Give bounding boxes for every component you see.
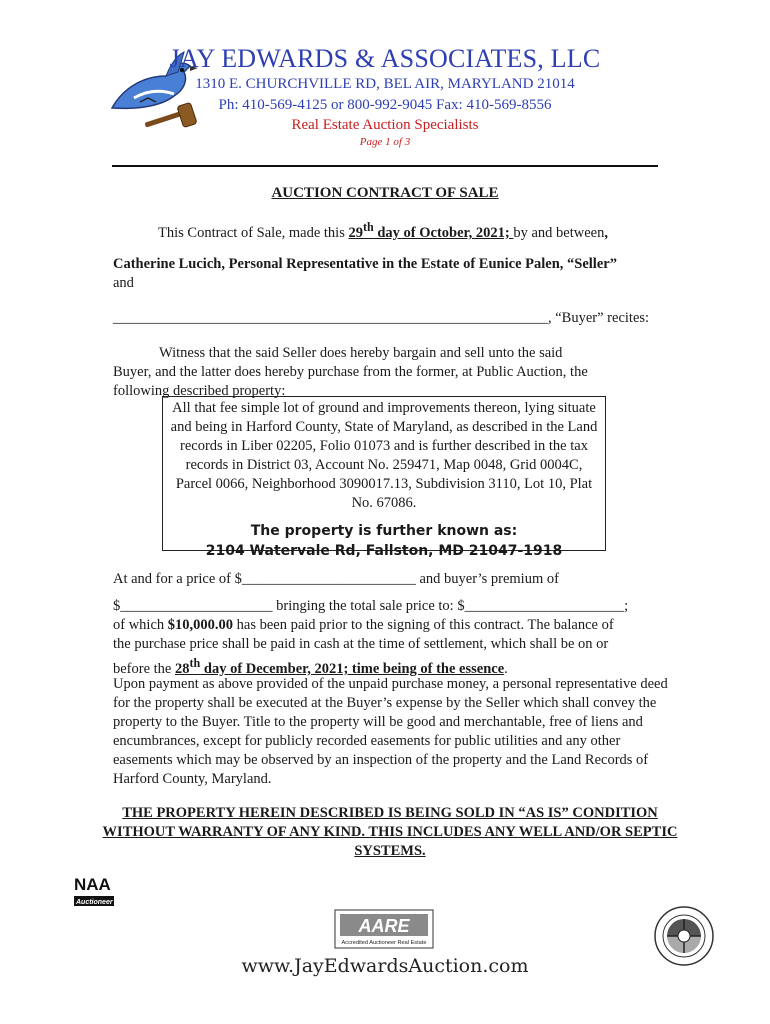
property-description-box <box>162 396 606 559</box>
page-number: Page 1 of 3 <box>359 136 411 148</box>
company-name: JAY EDWARDS & ASSOCIATES, LLC <box>169 44 601 73</box>
conveyance-paragraph: Upon payment as above provided of the unpaid purchase money, a personal representative deed for the property shall be executed at the Buyer’s expense by the Seller which shall convey the property to the Buyer. Title to the property will be good and merchantable, free of liens and encumbrances, except for publicly recorded easements for public utilities and any other easements which may be observed by an inspection of the property and the Land Records of Harford County, Maryland. <box>113 676 668 787</box>
property-legal-description: All that fee simple lot of ground and improvements thereon, lying situate and being in Harford County, State of Maryland, as described in the Land records in Liber 02205, Folio 01073 and is further described in the tax records in District 03, Account No. 259471, Map 0048, Grid 0004C, Parcel 0066, Neighborhood 3090017.13, Subdivision 3110, Lot 10, Plat No. 67086. <box>170 400 598 511</box>
aare-logo-text: AARE <box>358 916 410 936</box>
naa-logo-text: NAA <box>74 875 111 894</box>
document-title: AUCTION CONTRACT OF SALE <box>271 185 499 201</box>
as-is-disclaimer: THE PROPERTY HEREIN DESCRIBED IS BEING SOLD IN “AS IS” CONDITION WITHOUT WARRANTY OF ANY KIND. THIS INCLUDES ANY WELL AND/OR SEPTIC SYSTEMS. <box>102 805 678 859</box>
buyer-line: ____________________________________________________________, “Buyer” recites: <box>113 310 650 326</box>
company-address: 1310 E. CHURCHVILLE RD, BEL AIR, MARYLAND 21014 <box>195 76 575 92</box>
website-url[interactable]: www.JayEdwardsAuction.com <box>241 955 529 977</box>
price-paragraph: At and for a price of $________________________ and buyer’s premium of $_____________________ bringing the total sale price to: $______________________; of which $10,000.00 has been paid prior to the signing of this contract. The balance of the purchase price shall be paid in cash at the time of settlement, which shall be on or before the 28th day of December, 2021; time being of the essence. <box>113 571 629 677</box>
aare-logo-subtext: Accredited Auctioneer Real Estate <box>341 940 427 946</box>
company-tagline: Real Estate Auction Specialists <box>291 117 479 133</box>
seller-line: Catherine Lucich, Personal Representative in the Estate of Eunice Palen, “Seller” and <box>113 256 617 291</box>
aare-logo-icon <box>334 909 434 949</box>
header-divider <box>112 165 658 167</box>
witness-paragraph: Witness that the said Seller does hereby bargain and sell unto the said Buyer, and the latter does hereby purchase from the former, at Public Auction, the following described property: <box>113 345 588 399</box>
naa-logo-subtext: Auctioneer <box>76 899 113 906</box>
naa-logo-icon <box>73 868 115 912</box>
contract-intro: This Contract of Sale, made this 29th day of October, 2021; by and between, <box>158 220 608 241</box>
company-phone: Ph: 410-569-4125 or 800-992-9045 Fax: 410-569-8556 <box>218 97 552 113</box>
property-known-as: The property is further known as: 2104 Watervale Rd, Fallston, MD 21047-1918 <box>205 523 563 559</box>
